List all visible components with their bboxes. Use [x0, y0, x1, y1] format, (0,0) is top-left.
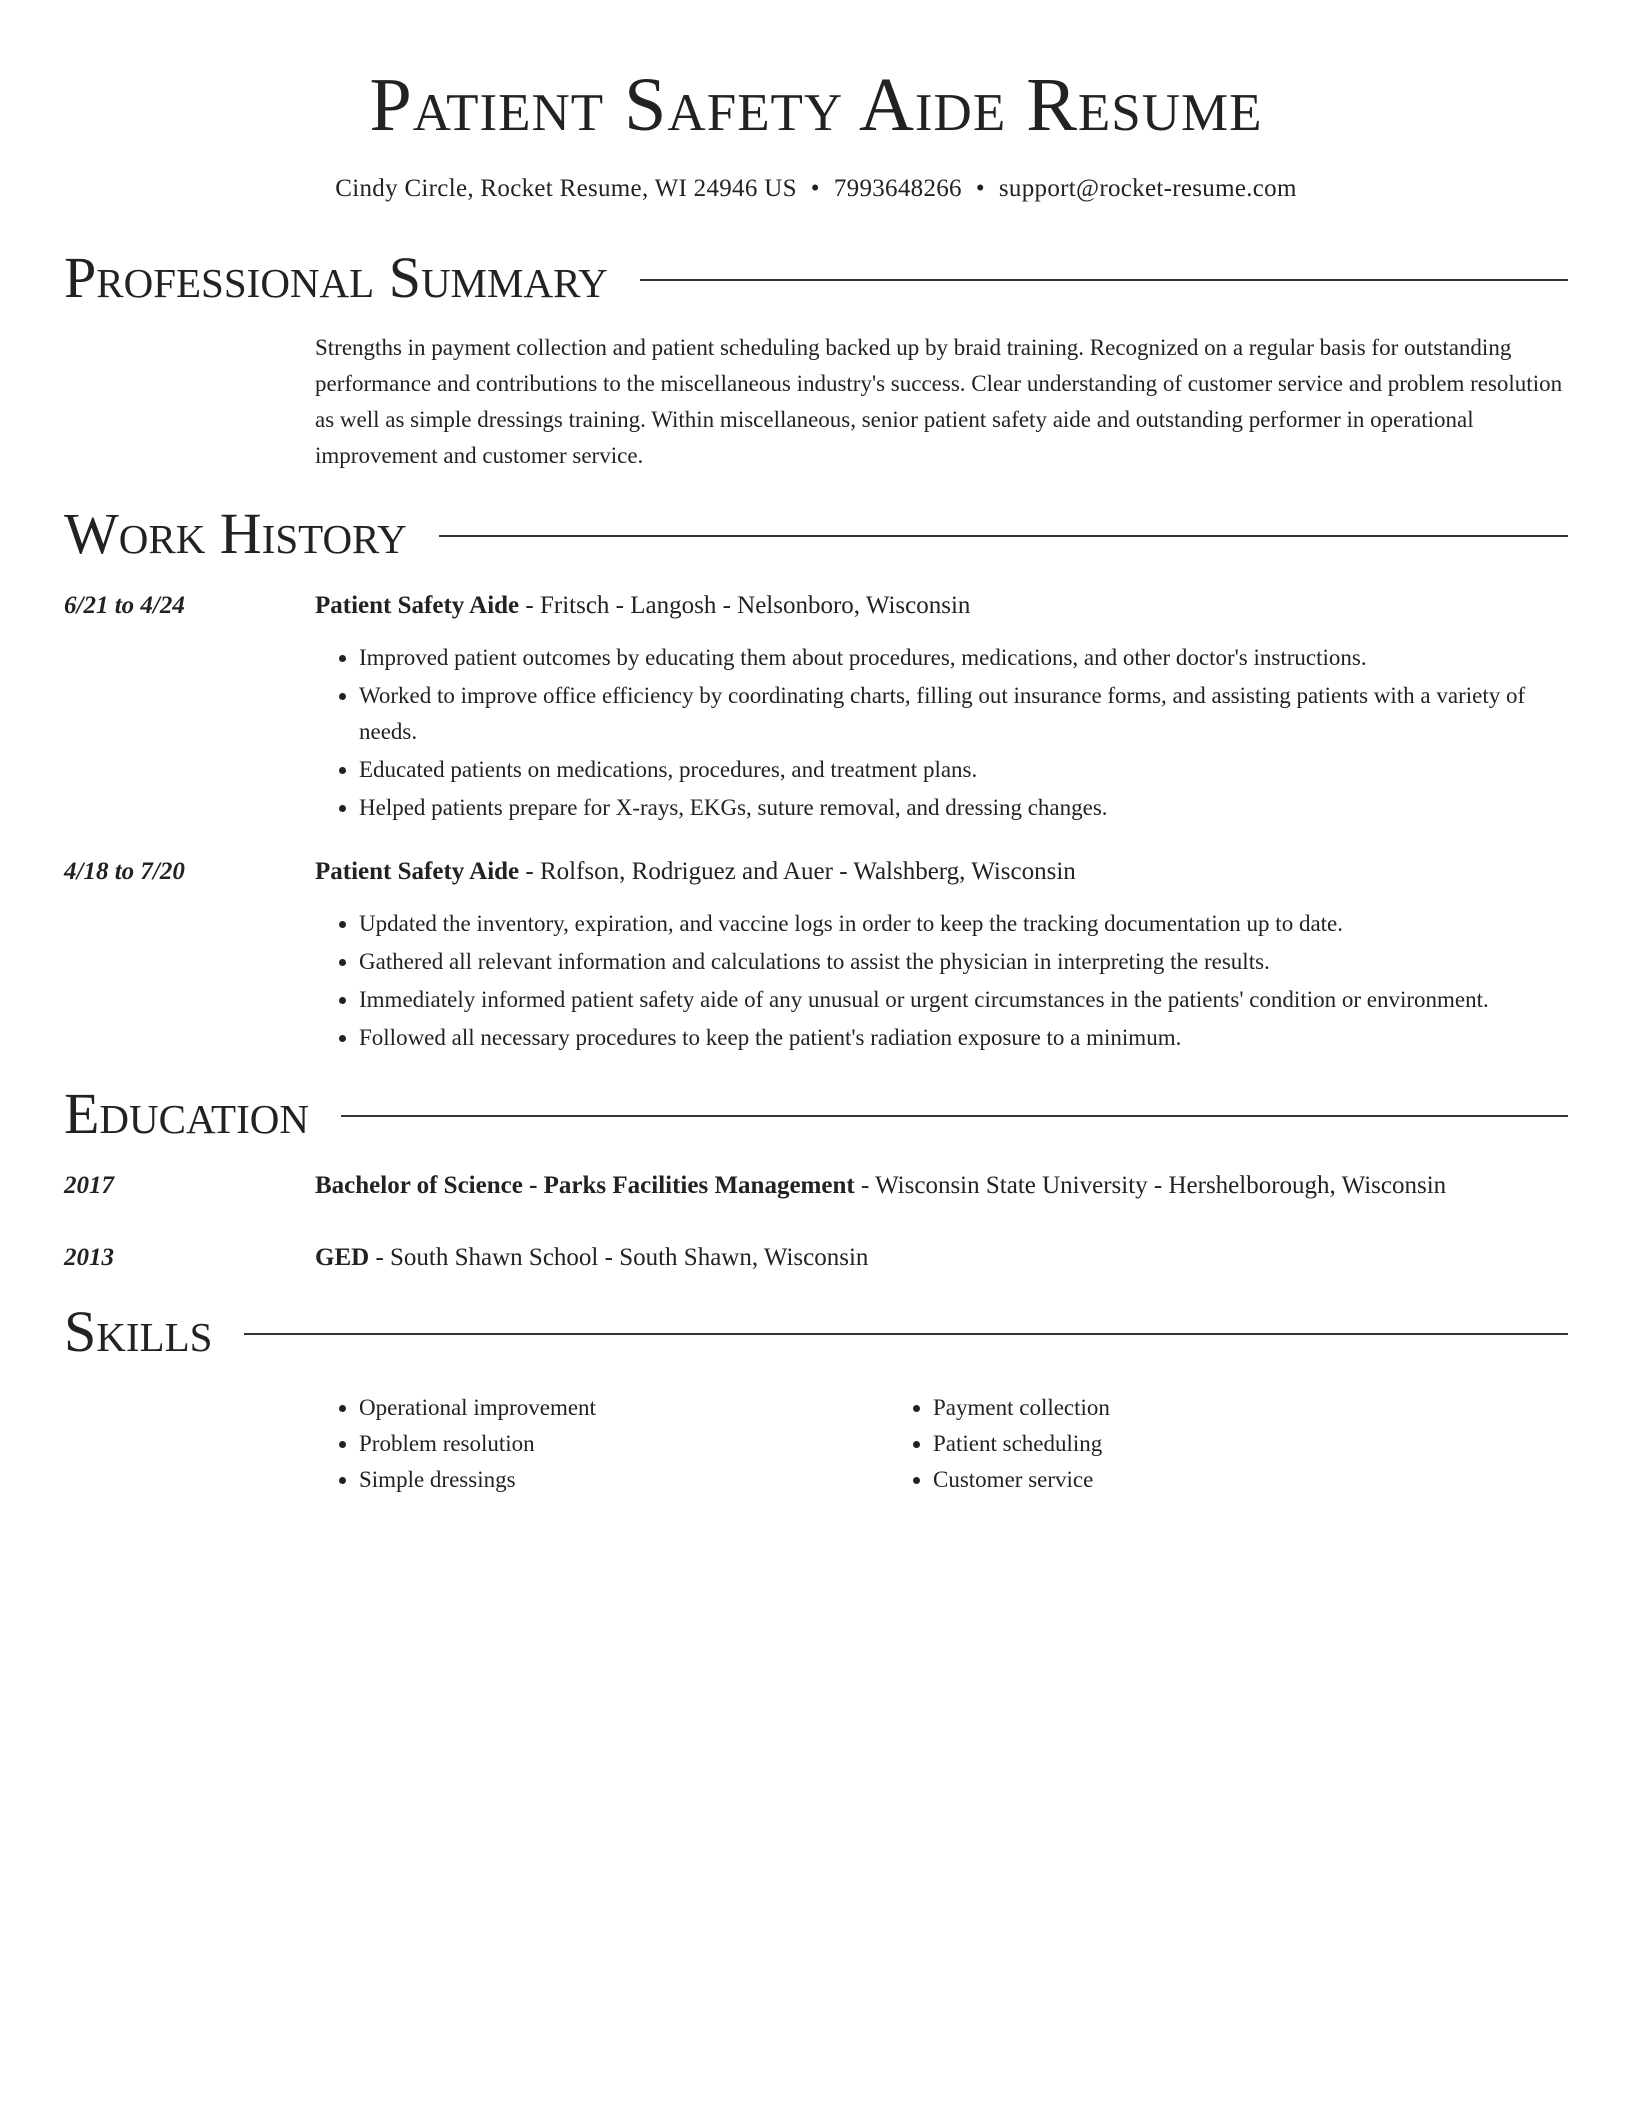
list-item: • Educated patients on medications, procedures, and treatment plans.	[359, 752, 1568, 788]
job-details: - Rolfson, Rodriguez and Auer - Walshberg, Wisconsin	[519, 858, 1076, 885]
list-item: • Helped patients prepare for X-rays, EKGs, suture removal, and dressing changes.	[359, 790, 1568, 826]
education-year: 2017	[64, 1172, 114, 1199]
job-title: Patient Safety Aide	[315, 592, 520, 619]
list-item: • Gathered all relevant information and calculations to assist the physician in interpreting the results.	[359, 944, 1568, 980]
job-dates: 6/21 to 4/24	[64, 592, 185, 619]
education-entry	[64, 1240, 1568, 1276]
job-details: - Fritsch - Langosh - Nelsonboro, Wisconsin	[519, 592, 971, 619]
job-heading	[315, 854, 1568, 890]
list-item: • Updated the inventory, expiration, and vaccine logs in order to keep the tracking documentation up to date.	[359, 906, 1568, 942]
job-content	[315, 854, 1568, 1058]
education-content	[315, 1240, 1568, 1276]
work-history-section	[64, 502, 1568, 1058]
education-heading: Education	[64, 1081, 309, 1146]
education-details: - South Shawn School - South Shawn, Wisconsin	[369, 1244, 869, 1271]
education-degree: GED	[315, 1244, 370, 1271]
skill-item: • Payment collection	[933, 1390, 1463, 1426]
summary-heading: Professional Summary	[64, 245, 608, 310]
skills-column-right	[889, 1390, 1463, 1498]
skill-item: • Customer service	[933, 1462, 1463, 1498]
work-history-heading: Work History	[64, 501, 407, 566]
job-title: Patient Safety Aide	[315, 858, 520, 885]
section-divider	[439, 535, 1568, 537]
skill-item: • Operational improvement	[359, 1390, 889, 1426]
job-bullets	[315, 640, 1568, 826]
education-content	[315, 1168, 1568, 1204]
job-dates: 4/18 to 7/20	[64, 858, 185, 885]
contact-phone: 7993648266	[833, 175, 962, 202]
job-heading	[315, 588, 1568, 624]
work-history-header	[64, 502, 1568, 566]
job-entry	[64, 588, 1568, 828]
skills-heading: Skills	[64, 1299, 213, 1364]
education-entry	[64, 1168, 1568, 1204]
list-item: • Followed all necessary procedures to keep the patient's radiation exposure to a minimum.	[359, 1020, 1568, 1056]
job-content	[315, 588, 1568, 828]
section-divider	[244, 1333, 1568, 1335]
education-year: 2013	[64, 1244, 114, 1271]
section-divider	[341, 1115, 1568, 1117]
contact-line	[64, 172, 1568, 206]
skill-item: • Problem resolution	[359, 1426, 889, 1462]
summary-header	[64, 246, 1568, 310]
education-section	[64, 1082, 1568, 1276]
education-details: - Wisconsin State University - Hershelborough, Wisconsin	[854, 1172, 1447, 1199]
contact-address: Cindy Circle, Rocket Resume, WI 24946 US	[335, 175, 797, 202]
resume-title: Patient Safety Aide Resume	[369, 63, 1263, 147]
contact-separator: •	[810, 175, 820, 202]
job-bullets	[315, 906, 1568, 1056]
summary-text: Strengths in payment collection and patient scheduling backed up by braid training. Recognized on a regular basis for outstanding performance and contributions to the miscellaneous industry's success. Clear understanding of customer service and problem resolution as well as simple dressings training. Within miscellaneous, senior patient safety aide and outstanding performer in operational improvement and customer service.	[315, 335, 1563, 468]
education-degree: Bachelor of Science - Parks Facilities Management	[315, 1172, 855, 1199]
section-divider	[640, 279, 1568, 281]
list-item: • Improved patient outcomes by educating them about procedures, medications, and other doctor's instructions.	[359, 640, 1568, 676]
skills-section	[64, 1300, 1568, 1498]
skills-grid	[315, 1390, 1568, 1498]
contact-separator: •	[975, 175, 985, 202]
skills-column-left	[315, 1390, 889, 1498]
list-item: • Immediately informed patient safety aide of any unusual or urgent circumstances in the patients' condition or environment.	[359, 982, 1568, 1018]
education-header	[64, 1082, 1568, 1146]
list-item: • Worked to improve office efficiency by coordinating charts, filling out insurance forms, and assisting patients with a variety of needs.	[359, 678, 1568, 750]
skills-header	[64, 1300, 1568, 1364]
job-entry	[64, 854, 1568, 1058]
contact-email: support@rocket-resume.com	[998, 175, 1297, 202]
skill-item: • Patient scheduling	[933, 1426, 1463, 1462]
skill-item: • Simple dressings	[359, 1462, 889, 1498]
resume-page	[64, 0, 1568, 1498]
summary-section	[64, 246, 1568, 474]
